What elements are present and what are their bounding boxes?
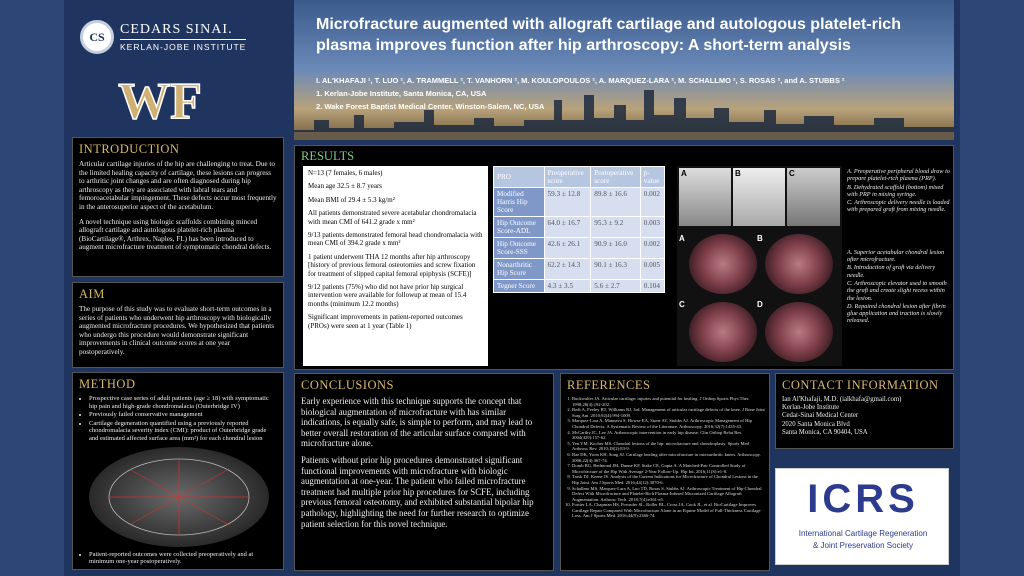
- kerlan-jobe-name: KERLAN-JOBE INSTITUTE: [120, 42, 247, 52]
- table-row-label: Nonarthritic Hip Score: [494, 259, 545, 280]
- table-row-label: Tegner Score: [494, 280, 545, 293]
- method-item: • Patient-reported outcomes were collected preoperatively and at minimum one-year postoperatively.: [89, 551, 277, 566]
- reference-item: 7. Domb BG, Redmond JM, Dunne KF, Stake CE, Gupta A. A Matched-Pair Controlled Study of Microfracture of the Hip With Average 2-Year Follow-Up. Hip Int. 2016;11(S):e1-8.: [572, 463, 765, 474]
- references-section: [560, 373, 770, 571]
- table-cell: 42.6 ± 26.1: [544, 238, 591, 259]
- table-header-cell: Preoperative score: [544, 167, 591, 188]
- caption: A. Preoperative peripheral blood draw to prepare platelet-rich plasma (PRP).: [847, 168, 950, 183]
- contact-line: Ian Al'Khafaji, M.D. (ialkhafa@gmail.com): [782, 396, 902, 403]
- table-cell: 90.1 ± 16.3: [591, 259, 641, 280]
- reference-item: 9. Schallmo MS, Marquez-Lara A, Luo TD, Rosas S, Stubbs AJ. Arthroscopic Treatment of Hip Chondral Defect With Microfracture and Platelet-Rich Plasma-Infused Micronized Cartilage Allograft Augmentation. Arthrosc Tech. 2018;7(4):e361-e5.: [572, 486, 765, 503]
- method-item: • Previously failed conservative management: [89, 411, 277, 419]
- image-label: C: [679, 300, 685, 309]
- introduction-paragraph-2: A novel technique using biologic scaffolds combining minced allograft cartilage and autologous platelet-rich plasma (BioCartilage®, Arthrex, Naples, FL) has been introduced to augment microfracture treatment of symptomatic chondral defects.: [79, 217, 272, 252]
- image-label: A: [679, 234, 685, 243]
- method-item: • Prospective case series of adult patients (age ≥ 18) with symptomatic hip pain and high-grade chondromalacia (Outerbridge IV): [89, 395, 277, 410]
- icrs-logo: [775, 468, 949, 565]
- aim-title: AIM: [79, 287, 105, 301]
- cedars-sinai-logo: [80, 20, 246, 54]
- contact-line: Kerlan-Jobe Institute: [782, 404, 840, 412]
- results-item: 1 patient underwent THA 12 months after hip arthroscopy [history of previous femoral osteotomies and screw fixation for treatment of slipped capital femoral epiphysis (SCFE)]: [308, 252, 476, 278]
- right-background: [960, 0, 1024, 576]
- results-list: [303, 166, 488, 366]
- table-header-cell: p-value: [640, 167, 664, 188]
- table-header-cell: Postoperative score: [591, 167, 641, 188]
- results-item: 9/13 patients demonstrated femoral head chondromalacia with mean CMI of 394.2 grade x mm²: [308, 231, 483, 248]
- conclusions-paragraph-2: Patients without prior hip procedures demonstrated significant functional improvements with microfracture with biologic augmentation at one-year. The patient who failed microfracture treatment had multiple prior hip procedures for SCFE, including previous femoral osteotomy, and exhibited substantial bipolar hip pathology, highlighting the need for further research to optimize patient selection for this novel technique.: [301, 454, 534, 529]
- aim-section: [72, 282, 284, 368]
- results-item: N=13 (7 females, 6 males): [308, 169, 383, 177]
- authors: I. AL'KHAFAJI ¹, T. LUO ², A. TRAMMELL ², T. VANHORN ², M. KOULOPOULOS ², A. MARQUEZ-LARA ², M. SCHALLMO ², S. ROSAS ², and A. STUBBS ²: [316, 76, 845, 85]
- table-cell: 5.6 ± 2.7: [591, 280, 641, 293]
- image-label: A: [681, 169, 687, 178]
- caption: C. Arthroscopic elevator used to smooth the graft and create slight recess within the lesion.: [847, 279, 947, 302]
- table-row: [494, 217, 665, 238]
- method-item: • Cartilage degeneration quantified using a previously reported chondromalacia severity index (CMI): product of Outerbridge grade and estimated affected surface area (mm²) for each chondral lesion: [89, 420, 277, 443]
- pro-outcomes-table: [493, 166, 665, 293]
- table-cell: 0.005: [640, 259, 664, 280]
- results-item: 9/12 patients (75%) who did not have prior hip surgical intervention were available for followup at mean of 15.4 months (minimum 12.2 months): [308, 283, 467, 308]
- table-cell: 0.003: [640, 217, 664, 238]
- reference-item: 2. Bedi A, Feeley BT, Williams RJ, 3rd. Management of articular cartilage defects of the knee. J Bone Joint Surg Am. 2010;92(4):994-1009.: [572, 407, 765, 418]
- table-cell: 62.2 ± 14.3: [544, 259, 591, 280]
- surgical-images-panel: [677, 166, 842, 366]
- table-cell: 90.9 ± 16.0: [591, 238, 641, 259]
- table-cell: 0.104: [640, 280, 664, 293]
- contact-line: Cedar-Sinai Medical Center: [782, 412, 859, 420]
- conclusions-section: [294, 373, 554, 571]
- arthroscopy-photo: [765, 234, 833, 294]
- results-item: Mean BMI of 29.4 ± 5.3 kg/m²: [308, 195, 395, 204]
- table-cell: 95.3 ± 9.2: [591, 217, 641, 238]
- cedars-name: CEDARS SINAI.: [120, 22, 246, 40]
- logo-area: [72, 10, 290, 135]
- table-cell: 4.3 ± 3.5: [544, 280, 591, 293]
- acetabulum-diagram-image: [89, 447, 269, 547]
- reference-item: 3. Marquez-Lara A, Mannava S, Howse EA, Stone AV, Stubbs AJ. Arthroscopic Management of Hip Chondral Defects: A Systematic Review of the Literature. Arthroscopy. 2016;32(7):1435-43.: [572, 418, 765, 429]
- introduction-paragraph-1: Articular cartilage injuries of the hip are challenging to treat. Due to the limited healing capacity of cartilage, these lesions can progress to arthritic joint changes and are often diagnosed during hip arthroscopy as they are associated with labral tears and femoroacetabular impingement. These defects occur most frequently in the anterosuperior aspect of the acetabulum.: [79, 160, 277, 211]
- contact-title: CONTACT INFORMATION: [782, 378, 939, 392]
- reference-item: 5. Yen YM, Kocher MS. Chondral lesions of the hip: microfracture and chondroplasty. Sports Med Arthrosc Rev. 2010;18(2):83-9.: [572, 441, 765, 452]
- wake-forest-logo: [112, 70, 208, 130]
- table-cell: 89.8 ± 16.6: [591, 188, 641, 217]
- caption: B. Dehydrated scaffold (bottom) mixed with PRP in mixing syringe.: [847, 183, 944, 198]
- image-label: C: [789, 169, 795, 178]
- table-row: [494, 259, 665, 280]
- table-row: [494, 188, 665, 217]
- table-cell: 59.3 ± 12.8: [544, 188, 591, 217]
- table-row-label: Hip Outcome Score-ADL: [494, 217, 545, 238]
- icrs-mark-icon: ICRS: [807, 477, 919, 521]
- arthroscopy-photo: [765, 302, 833, 362]
- introduction-section: [72, 137, 284, 277]
- cedars-emblem-icon: CS: [80, 20, 114, 54]
- caption: C. Arthroscopic delivery needle is loaded with prepared graft from mixing needle.: [847, 199, 950, 214]
- table-row: [494, 280, 665, 293]
- reference-item: 8. Trask DJ, Keene JS. Analysis of the Current Indications for Microfracture of Chondral Lesions in the Hip Joint. Am J Sports Med. 2016;44(12):3070-6.: [572, 474, 765, 485]
- caption: D. Repaired chondral lesion after fibrin glue application and traction is slowly released.: [847, 302, 946, 325]
- image-label: B: [757, 234, 763, 243]
- table-header-row: [494, 167, 665, 188]
- authors-block: [316, 74, 936, 113]
- table-cell: 64.0 ± 16.7: [544, 217, 591, 238]
- image-label: B: [735, 169, 741, 178]
- left-background: [0, 0, 64, 576]
- acetabulum-grid-overlay: [89, 447, 269, 547]
- affiliation-1: 1. Kerlan-Jobe Institute, Santa Monica, CA, USA: [316, 89, 487, 98]
- aim-text: The purpose of this study was to evaluate short-term outcomes in a series of patients who underwent hip arthroscopy with biologically augmented microfracture procedures. We hypothesized that patients who undergo this procedure would demonstrate significant improvements in clinical outcome scores at one year postoperatively.: [79, 305, 275, 356]
- results-item: All patients demonstrated severe acetabular chondromalacia with mean CMI of 641.2 grade x mm²: [308, 209, 477, 226]
- method-title: METHOD: [79, 377, 136, 391]
- arthroscopy-photo: [689, 234, 757, 294]
- figure-captions: [847, 168, 951, 326]
- conclusions-paragraph-1: Early experience with this technique supports the concept that biological augmentation of microfracture with has similar indications, is equally safe, is simple to perform, and may lead to better overall restoration of the articular surface compared with microfracture alone.: [301, 396, 533, 449]
- table-cell: 0.002: [640, 238, 664, 259]
- caption: A. Superior acetabular chondral lesion after microfracture.: [847, 248, 945, 264]
- affiliation-2: 2. Wake Forest Baptist Medical Center, Winston-Salem, NC, USA: [316, 102, 545, 111]
- method-section: [72, 372, 284, 570]
- conclusions-title: CONCLUSIONS: [301, 378, 395, 392]
- reference-item: 4. McCarthy JC, Lee JA. Arthroscopic intervention in early hip disease. Clin Orthop Relat Res. 2004(429):157-62.: [572, 430, 765, 441]
- table-header-cell: PRO: [494, 167, 545, 188]
- table-row-label: Hip Outcome Score-SSS: [494, 238, 545, 259]
- reference-item: 6. Bae DK, Yoon KH, Song SJ. Cartilage healing after microfracture in osteoarthritic knees. Arthroscopy. 2006;22(4):367-74.: [572, 452, 765, 463]
- icrs-name-line-1: International Cartilage Regeneration: [798, 529, 928, 538]
- references-title: REFERENCES: [567, 378, 651, 392]
- icrs-name-line-2: & Joint Preservation Society: [812, 541, 914, 550]
- contact-section: [775, 373, 954, 449]
- title-banner: [294, 0, 954, 140]
- arthroscopy-photo: [689, 302, 757, 362]
- image-label: D: [757, 300, 763, 309]
- introduction-title: INTRODUCTION: [79, 142, 180, 156]
- results-item: Mean age 32.5 ± 8.7 years: [308, 182, 383, 191]
- results-section: [294, 145, 954, 370]
- wf-logo-text: WF: [118, 73, 202, 130]
- table-row: [494, 238, 665, 259]
- reference-item: 10. Fortier LA, Chapman HS, Pownder SL, Roller BL, Cross JA, Cook JL, et al. BioCartilage Improves Cartilage Repair Compared With Microfracture Alone in an Equine Model of Full-Thickness Cartilage Loss. Am J Sports Med. 2016;44(9):2366-74.: [572, 502, 765, 519]
- results-title: RESULTS: [301, 149, 355, 163]
- contact-line: 2020 Santa Monica Blvd: [782, 420, 850, 428]
- reference-item: 1. Buckwalter JA. Articular cartilage: injuries and potential for healing. J Orthop Sports Phys Ther. 1998;28(4):192-202.: [572, 396, 765, 407]
- results-item: Significant improvements in patient-reported outcomes (PROs) were seen at 1 year (Table 1): [308, 313, 463, 330]
- caption: B. Introduction of graft via delivery needle.: [847, 264, 936, 279]
- poster-title: Microfracture augmented with allograft cartilage and autologous platelet-rich plasma improves function after hip arthroscopy: A short-term analysis: [316, 16, 901, 54]
- contact-line: Santa Monica, CA 90404, USA: [782, 428, 868, 436]
- table-cell: 0.002: [640, 188, 664, 217]
- table-row-label: Modified Harris Hip Score: [494, 188, 545, 217]
